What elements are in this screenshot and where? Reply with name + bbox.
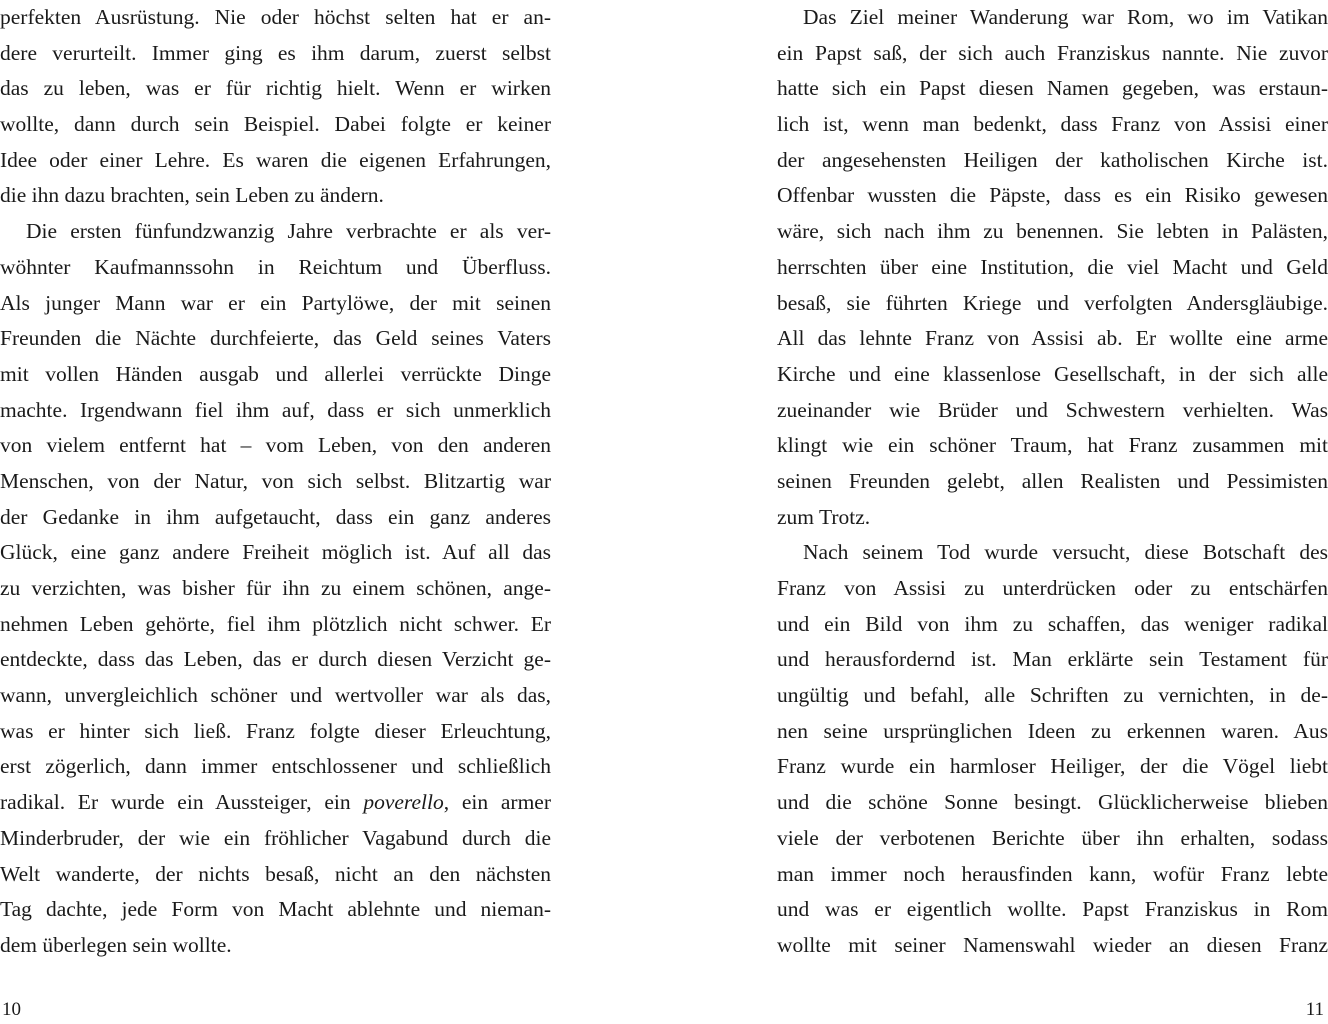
text-line: seinen Freunden gelebt, allen Realisten und Pessimisten (777, 468, 1328, 493)
text-line-with-italic (0, 785, 551, 821)
text-line: lich ist, wenn man bedenkt, dass Franz von Assisi einer (777, 112, 1328, 137)
text-line: erst zögerlich, dann immer entschlossener und schließlich (0, 754, 551, 779)
text-line: Tag dachte, jede Form von Macht ablehnte und nieman- (0, 897, 551, 922)
paragraph-start-line: Das Ziel meiner Wanderung war Rom, wo im Vatikan (803, 5, 1328, 29)
text-line: dere verurteilt. Immer ging es ihm darum, zuerst selbst (0, 40, 551, 65)
text-line: Freunden die Nächte durchfeierte, das Geld seines Vaters (0, 326, 551, 351)
text-line: das zu leben, was er für richtig hielt. Wenn er wirken (0, 76, 551, 101)
text-line: wollte, dann durch sein Beispiel. Dabei folgte er keiner (0, 112, 551, 137)
text-line: Franz von Assisi zu unterdrücken oder zu entschärfen (777, 576, 1328, 600)
text-line: Idee oder einer Lehre. Es waren die eigenen Erfahrungen, (0, 147, 551, 172)
text-line: entdeckte, dass das Leben, das er durch diesen Verzicht ge- (0, 647, 551, 672)
text-line: besaß, sie führten Kriege und verfolgten Andersgläubige. (777, 290, 1328, 315)
page-number-left: 10 (2, 999, 21, 1020)
text-line: nen seine ursprünglichen Ideen zu erkennen waren. Aus (777, 718, 1328, 743)
text-line: und die schöne Sonne besingt. Glücklicherweise blieben (777, 790, 1328, 815)
text-line: und herausfordernd ist. Man erklärte sein Testament für (777, 647, 1328, 672)
text-line: mit vollen Händen ausgab und allerlei verrückte Dinge (0, 361, 551, 386)
page-number-right: 11 (1305, 999, 1324, 1020)
left-page (0, 0, 551, 964)
text-line: wann, unvergleichlich schöner und wertvoller war als das, (0, 683, 551, 708)
text-line: von vielem entfernt hat – vom Leben, von den anderen (0, 433, 551, 458)
line-text-before: radikal. Er wurde ein Aussteiger, ein (0, 790, 364, 815)
text-line: Minderbruder, der wie ein fröhlicher Vagabund durch die (0, 825, 551, 850)
italic-word: poverello (363, 790, 444, 815)
text-line: Menschen, von der Natur, von sich selbst. Blitzartig war (0, 468, 551, 493)
text-line: zum Trotz. (777, 504, 871, 529)
text-line: der angesehensten Heiligen der katholischen Kirche ist. (777, 147, 1328, 172)
text-line: und was er eigentlich wollte. Papst Franziskus in Rom (777, 897, 1328, 922)
text-line: wollte mit seiner Namenswahl wieder an diesen Franz (777, 932, 1328, 957)
text-line: ein Papst saß, der sich auch Franziskus nannte. Nie zuvor (777, 40, 1328, 65)
text-line: und ein Bild von ihm zu schaffen, das weniger radikal (777, 611, 1328, 636)
text-line: zueinander wie Brüder und Schwestern verhielten. Was (777, 397, 1328, 422)
text-line: man immer noch herausfinden kann, wofür Franz lebte (777, 861, 1328, 886)
text-line: Kirche und eine klassenlose Gesellschaft, in der sich alle (777, 361, 1328, 386)
text-line: wäre, sich nach ihm zu benennen. Sie lebten in Palästen, (777, 219, 1328, 244)
text-line: Welt wanderte, der nichts besaß, nicht an den nächsten (0, 861, 551, 886)
text-line: Glück, eine ganz andere Freiheit möglich ist. Auf all das (0, 540, 551, 565)
text-line: All das lehnte Franz von Assisi ab. Er wollte eine arme (777, 326, 1328, 351)
text-line: klingt wie ein schöner Traum, hat Franz zusammen mit (777, 433, 1328, 458)
line-text-after: , ein armer (443, 790, 551, 815)
text-line: Franz wurde ein harmloser Heiliger, der die Vögel liebt (777, 754, 1328, 779)
text-line: Als junger Mann war er ein Partylöwe, der mit seinen (0, 290, 551, 315)
text-line: herrschten über eine Institution, die viel Macht und Geld (777, 254, 1328, 279)
text-line: hatte sich ein Papst diesen Namen gegeben, was erstaun- (777, 76, 1328, 101)
text-line: dem überlegen sein wollte. (0, 932, 232, 957)
text-line: Offenbar wussten die Päpste, dass es ein Risiko gewesen (777, 183, 1328, 208)
text-line: wöhnter Kaufmannssohn in Reichtum und Überfluss. (0, 254, 551, 279)
text-line: perfekten Ausrüstung. Nie oder höchst selten hat er an- (0, 5, 551, 29)
text-line: der Gedanke in ihm aufgetaucht, dass ein ganz anderes (0, 504, 551, 529)
text-line: ungültig und befahl, alle Schriften zu vernichten, in de- (777, 683, 1328, 708)
text-line: die ihn dazu brachten, sein Leben zu ändern. (0, 183, 384, 208)
text-line: machte. Irgendwann fiel ihm auf, dass er sich unmerklich (0, 397, 551, 422)
paragraph-start-line: Die ersten fünfundzwanzig Jahre verbrachte er als ver- (26, 219, 551, 244)
right-page (777, 0, 1328, 964)
text-line: viele der verbotenen Berichte über ihn erhalten, sodass (777, 825, 1328, 850)
text-line: zu verzichten, was bisher für ihn zu einem schönen, ange- (0, 576, 551, 600)
text-line: nehmen Leben gehörte, fiel ihm plötzlich nicht schwer. Er (0, 611, 551, 636)
text-line: was er hinter sich ließ. Franz folgte dieser Erleuchtung, (0, 718, 551, 743)
paragraph-start-line: Nach seinem Tod wurde versucht, diese Botschaft des (803, 540, 1328, 565)
